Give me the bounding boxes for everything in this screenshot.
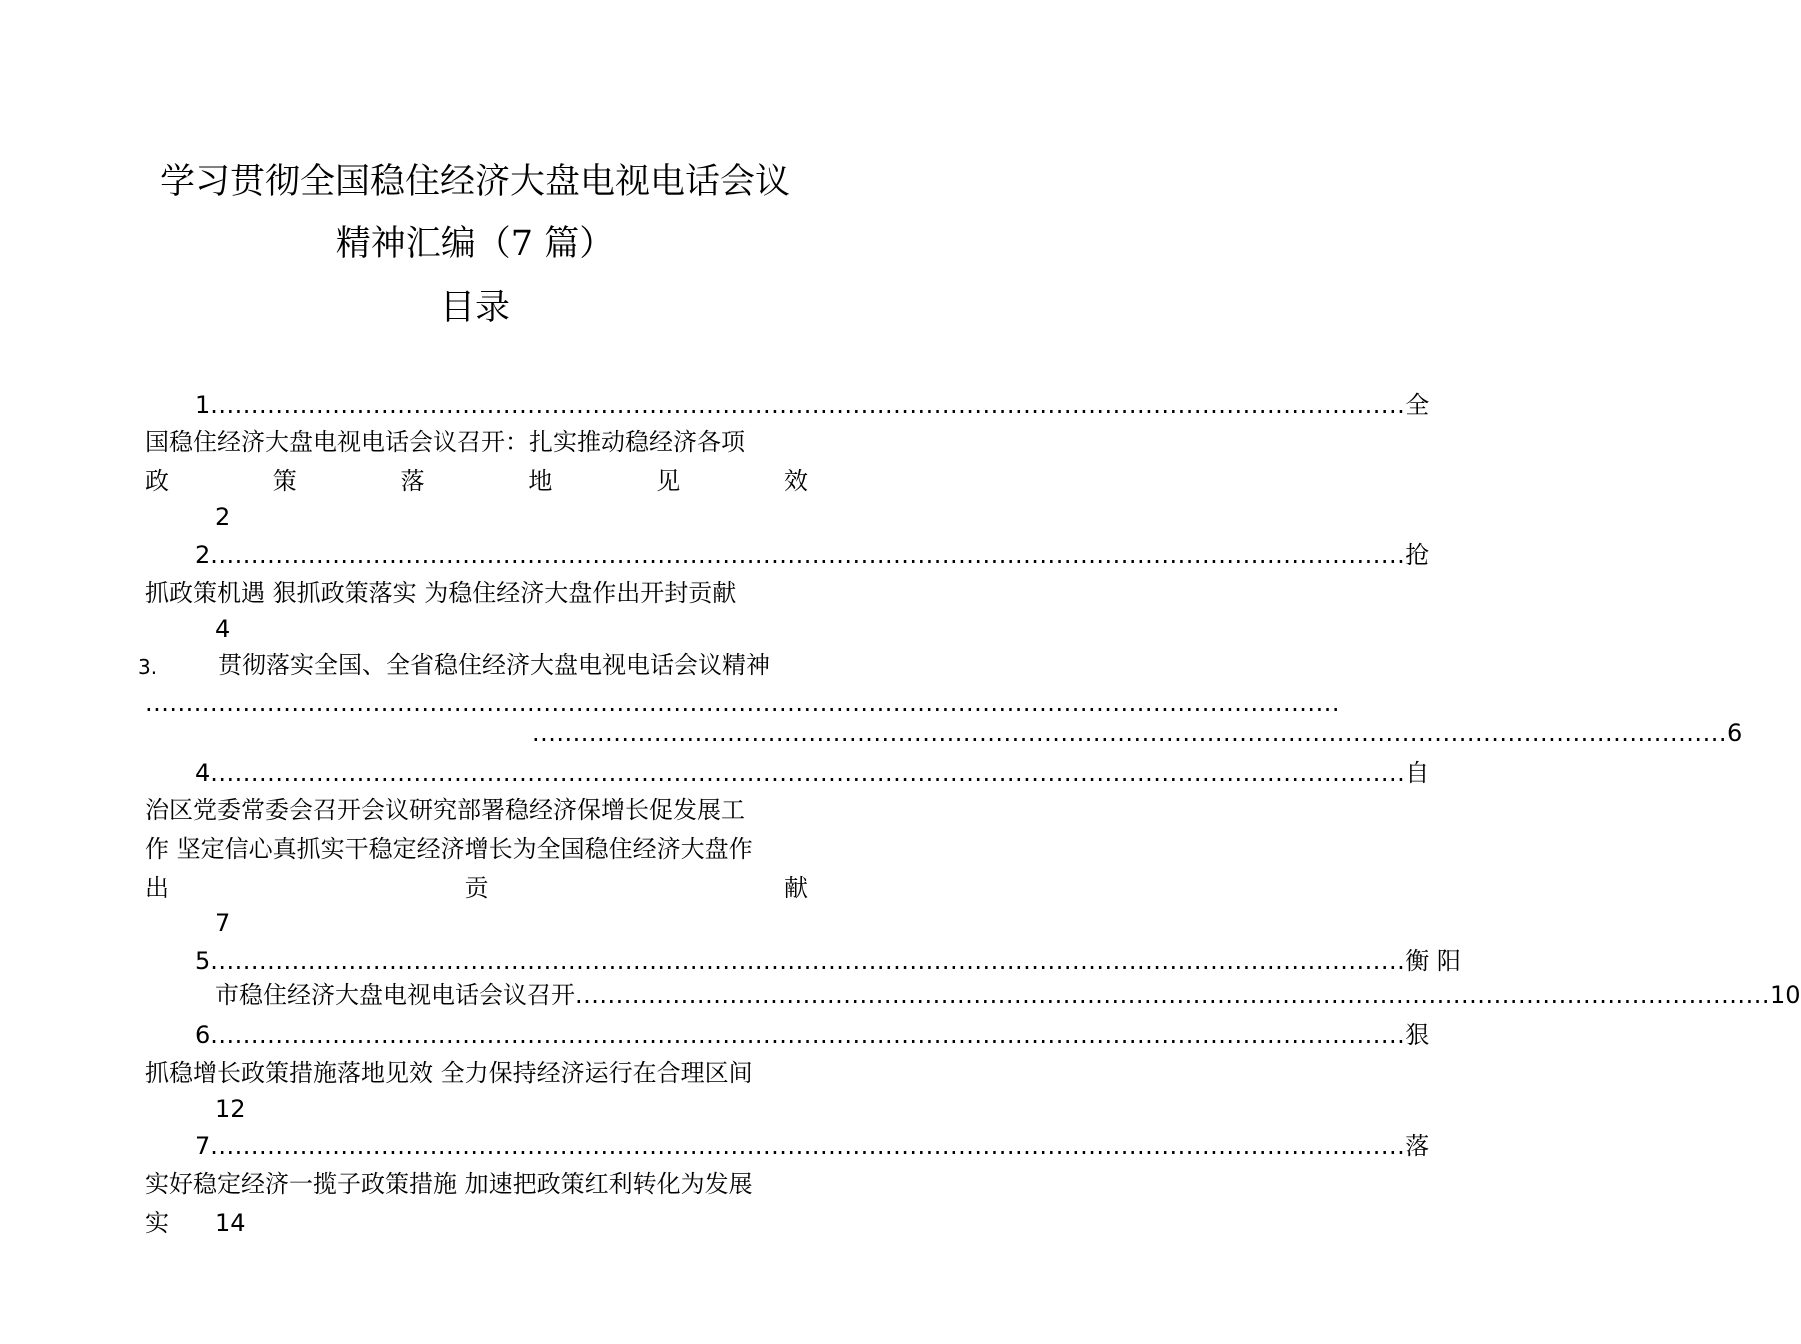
toc-entry-3-number: 3. xyxy=(138,655,158,679)
toc-entry-6-leader xyxy=(195,1020,1430,1050)
toc-entry-2-first-char: 抢 xyxy=(1405,541,1430,569)
toc-entry-1-leader xyxy=(195,390,1430,420)
dot-leader: ................................................................................................................................................... xyxy=(210,759,1406,787)
spread-char: 见 xyxy=(656,467,681,495)
toc-entry-1-first-char: 全 xyxy=(1405,391,1430,419)
toc-entry-6-text: 抓稳增长政策措施落地见效 全力保持经济运行在合理区间 xyxy=(145,1059,753,1087)
toc-entry-7-text-cont: 实 xyxy=(145,1209,169,1237)
toc-entry-5-text: 市稳住经济大盘电视电话会议召开 xyxy=(215,981,575,1009)
toc-entry-5-number: 5 xyxy=(195,947,211,975)
spread-char: 落 xyxy=(400,467,425,495)
toc-entry-3-leader-end xyxy=(532,718,1743,748)
toc-entry-1-spread-line xyxy=(145,466,808,496)
toc-entry-6-page: 12 xyxy=(215,1095,246,1123)
toc-entry-4-spread-line xyxy=(145,873,808,903)
toc-entry-3-page: 6 xyxy=(1726,719,1743,747)
toc-entry-4-text-cont: 作 坚定信心真抓实干稳定经济增长为全国稳住经济大盘作 xyxy=(145,835,753,863)
spread-char: 出 xyxy=(145,874,169,902)
toc-entry-4-leader xyxy=(195,758,1430,788)
toc-entry-5-leader xyxy=(195,946,1461,976)
spread-char: 效 xyxy=(783,467,808,495)
toc-entry-2-leader xyxy=(195,540,1430,570)
toc-entry-5-first-char: 衡 阳 xyxy=(1405,947,1461,975)
toc-entry-7-first-char: 落 xyxy=(1405,1132,1430,1160)
dot-leader: ................................................................................................................................................... xyxy=(210,1021,1406,1049)
toc-entry-3-text: 贯彻落实全国、全省稳住经济大盘电视电话会议精神 xyxy=(218,651,770,679)
toc-entry-5-title-line xyxy=(215,980,1801,1010)
toc-entry-6-number: 6 xyxy=(195,1021,211,1049)
spread-char: 政 xyxy=(145,467,169,495)
toc-entry-4-number: 4 xyxy=(195,759,211,787)
toc-entry-7-number: 7 xyxy=(195,1132,211,1160)
dot-leader: ................................................................................................................................................... xyxy=(575,981,1770,1009)
toc-entry-5-page: 10 xyxy=(1769,981,1801,1009)
toc-entry-4-first-char: 自 xyxy=(1405,759,1430,787)
dot-leader: ................................................................................................................................................... xyxy=(532,719,1727,747)
dot-leader: ................................................................................................................................................... xyxy=(210,1132,1406,1160)
toc-heading: 目录 xyxy=(439,288,510,328)
toc-entry-7-leader xyxy=(195,1131,1430,1161)
toc-entry-7-text: 实好稳定经济一揽子政策措施 加速把政策红利转化为发展 xyxy=(145,1170,753,1198)
document-title-line2: 精神汇编（7 篇） xyxy=(335,224,615,264)
toc-entry-2-text: 抓政策机遇 狠抓政策落实 为稳住经济大盘作出开封贡献 xyxy=(145,579,737,607)
toc-entry-4-text: 治区党委常委会召开会议研究部署稳经济保增长促发展工 xyxy=(145,796,745,824)
document-title-line1: 学习贯彻全国稳住经济大盘电视电话会议 xyxy=(159,162,790,202)
toc-entry-7-page: 14 xyxy=(215,1209,246,1237)
toc-entry-2-page: 4 xyxy=(215,615,231,643)
dot-leader: ................................................................................................................................................... xyxy=(210,947,1406,975)
spread-char: 献 xyxy=(784,874,808,902)
spread-char: 策 xyxy=(272,467,297,495)
dot-leader: ................................................................................................................................................... xyxy=(145,689,1340,717)
dot-leader: ................................................................................................................................................... xyxy=(210,541,1406,569)
toc-entry-6-first-char: 狠 xyxy=(1405,1021,1430,1049)
toc-entry-2-number: 2 xyxy=(195,541,211,569)
toc-entry-1-number: 1 xyxy=(195,391,211,419)
spread-char: 地 xyxy=(528,467,553,495)
toc-entry-3-leader xyxy=(145,688,1340,718)
toc-entry-4-page: 7 xyxy=(215,909,231,937)
toc-entry-1-page: 2 xyxy=(215,503,231,531)
dot-leader: ................................................................................................................................................... xyxy=(210,391,1406,419)
spread-char: 贡 xyxy=(464,874,489,902)
toc-entry-1-text: 国稳住经济大盘电视电话会议召开：扎实推动稳经济各项 xyxy=(145,428,745,456)
